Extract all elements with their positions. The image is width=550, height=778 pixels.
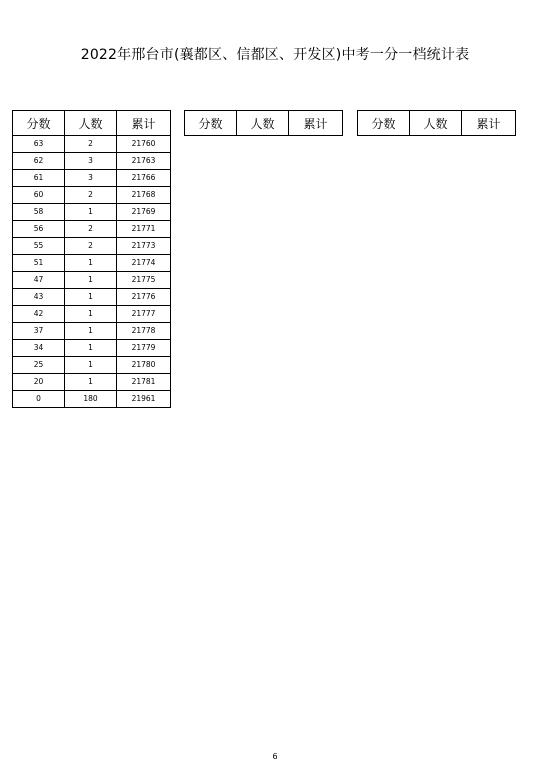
table-row — [13, 255, 171, 272]
cell-count: 1 — [65, 357, 117, 374]
table-row — [13, 153, 171, 170]
cell-count: 1 — [65, 289, 117, 306]
cell-cumulative: 21779 — [117, 340, 171, 357]
table-row — [13, 204, 171, 221]
cell-cumulative: 21780 — [117, 357, 171, 374]
cell-cumulative: 21769 — [117, 204, 171, 221]
cell-count: 2 — [65, 238, 117, 255]
cell-count: 180 — [65, 391, 117, 408]
table-header-row — [13, 111, 171, 136]
cell-score: 0 — [13, 391, 65, 408]
header-score: 分数 — [358, 111, 410, 136]
cell-count: 3 — [65, 153, 117, 170]
table-row — [13, 323, 171, 340]
cell-count: 1 — [65, 272, 117, 289]
header-cumulative: 累计 — [117, 111, 171, 136]
cell-score: 47 — [13, 272, 65, 289]
table-row — [13, 340, 171, 357]
table-row — [13, 374, 171, 391]
cell-score: 55 — [13, 238, 65, 255]
cell-score: 20 — [13, 374, 65, 391]
cell-cumulative: 21776 — [117, 289, 171, 306]
score-table-3 — [357, 110, 516, 136]
cell-count: 1 — [65, 340, 117, 357]
cell-score: 56 — [13, 221, 65, 238]
cell-cumulative: 21763 — [117, 153, 171, 170]
header-cumulative: 累计 — [462, 111, 516, 136]
cell-cumulative: 21760 — [117, 136, 171, 153]
page-title: 2022年邢台市(襄都区、信都区、开发区)中考一分一档统计表 — [80, 47, 470, 63]
cell-cumulative: 21778 — [117, 323, 171, 340]
cell-count: 2 — [65, 221, 117, 238]
table-row — [13, 272, 171, 289]
cell-cumulative: 21766 — [117, 170, 171, 187]
cell-score: 34 — [13, 340, 65, 357]
cell-count: 1 — [65, 374, 117, 391]
table-body — [13, 136, 171, 408]
table-header-row — [358, 111, 516, 136]
score-table-1 — [12, 110, 171, 408]
header-count: 人数 — [410, 111, 462, 136]
cell-count: 2 — [65, 187, 117, 204]
cell-score: 60 — [13, 187, 65, 204]
cell-score: 43 — [13, 289, 65, 306]
cell-score: 51 — [13, 255, 65, 272]
table-row — [13, 221, 171, 238]
score-table-2 — [184, 110, 343, 136]
table-row — [13, 391, 171, 408]
table-row — [13, 357, 171, 374]
cell-count: 1 — [65, 255, 117, 272]
cell-cumulative: 21773 — [117, 238, 171, 255]
table-row — [13, 238, 171, 255]
cell-score: 58 — [13, 204, 65, 221]
cell-score: 37 — [13, 323, 65, 340]
cell-count: 3 — [65, 170, 117, 187]
header-score: 分数 — [185, 111, 237, 136]
cell-cumulative: 21961 — [117, 391, 171, 408]
cell-count: 1 — [65, 323, 117, 340]
cell-score: 61 — [13, 170, 65, 187]
cell-cumulative: 21774 — [117, 255, 171, 272]
table-row — [13, 289, 171, 306]
table-row — [13, 187, 171, 204]
table-header-row — [185, 111, 343, 136]
cell-count: 2 — [65, 136, 117, 153]
table-row — [13, 136, 171, 153]
cell-cumulative: 21775 — [117, 272, 171, 289]
header-cumulative: 累计 — [289, 111, 343, 136]
table-row — [13, 170, 171, 187]
header-score: 分数 — [13, 111, 65, 136]
cell-count: 1 — [65, 306, 117, 323]
cell-score: 62 — [13, 153, 65, 170]
header-count: 人数 — [237, 111, 289, 136]
page-number: 6 — [272, 752, 278, 761]
cell-count: 1 — [65, 204, 117, 221]
cell-cumulative: 21777 — [117, 306, 171, 323]
cell-score: 63 — [13, 136, 65, 153]
cell-score: 42 — [13, 306, 65, 323]
header-count: 人数 — [65, 111, 117, 136]
cell-cumulative: 21781 — [117, 374, 171, 391]
cell-cumulative: 21768 — [117, 187, 171, 204]
table-row — [13, 306, 171, 323]
cell-cumulative: 21771 — [117, 221, 171, 238]
cell-score: 25 — [13, 357, 65, 374]
